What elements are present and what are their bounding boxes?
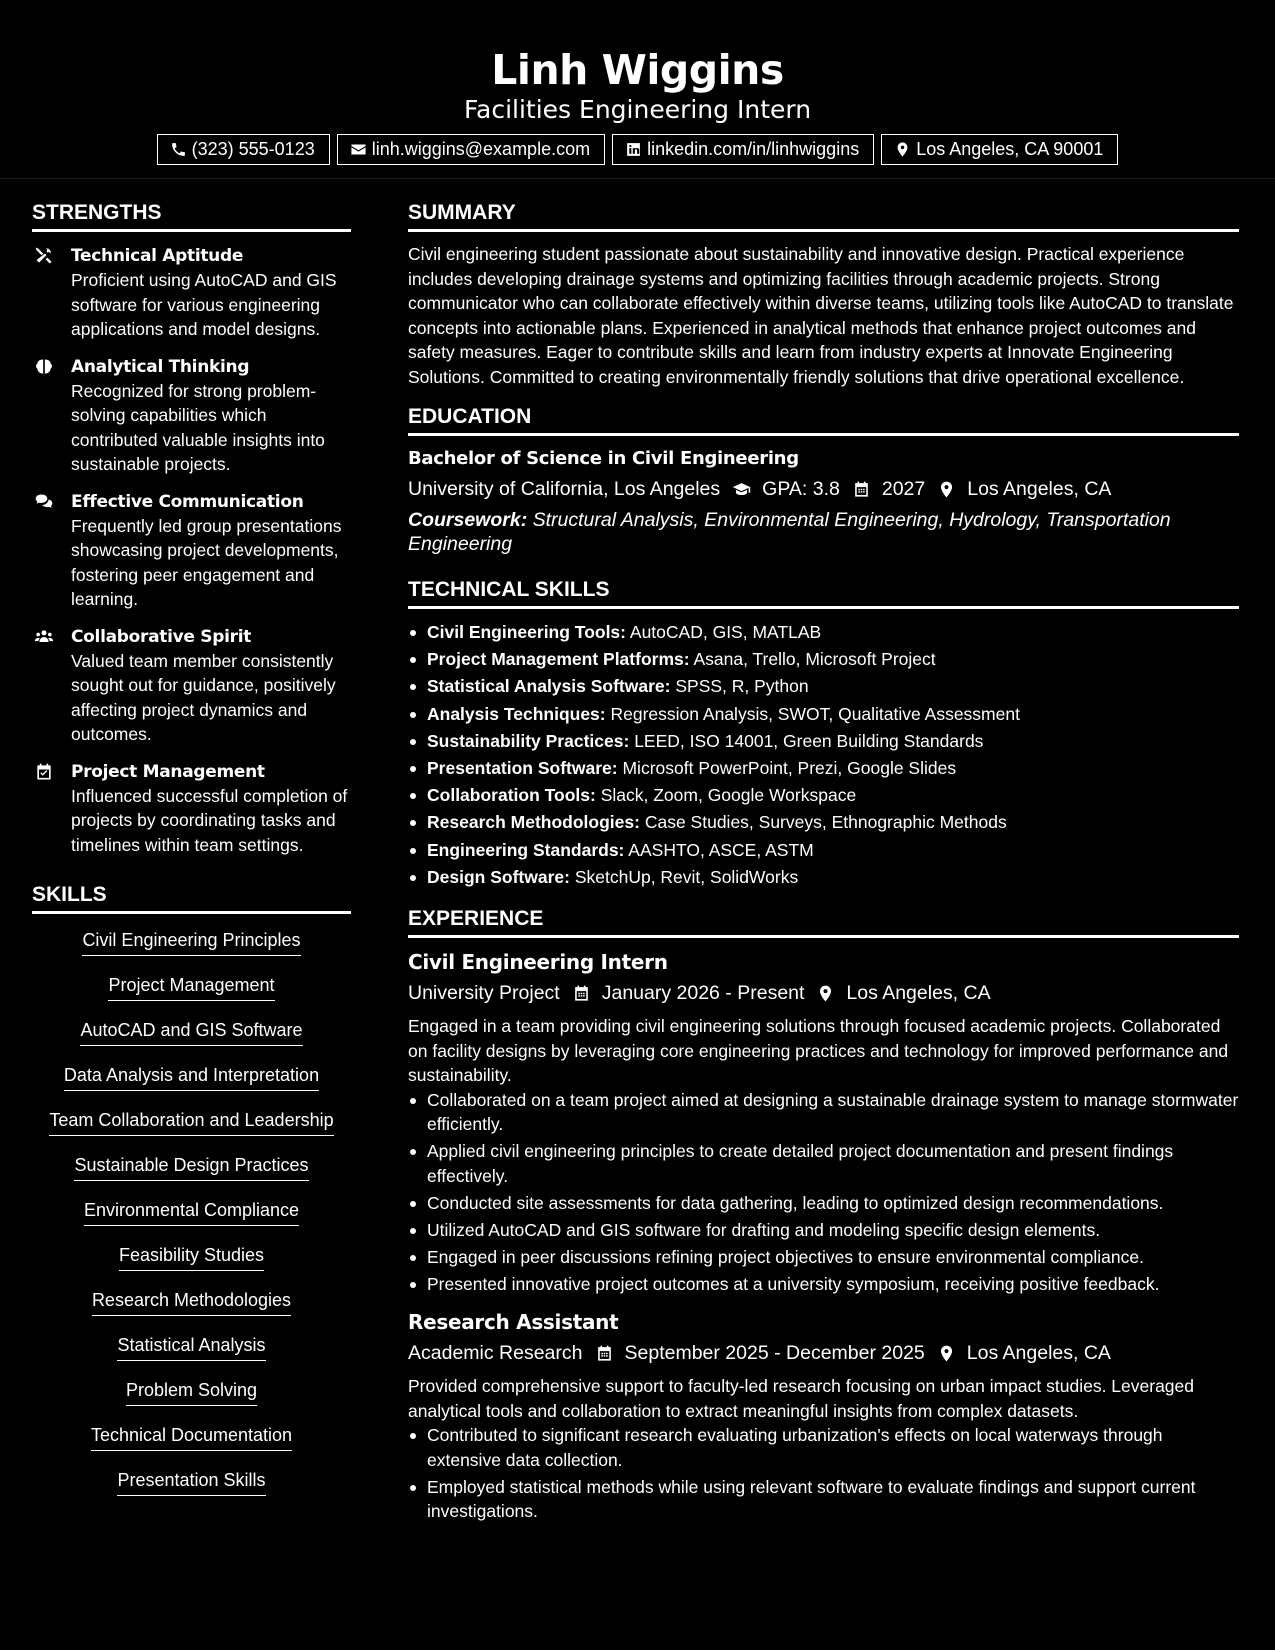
job-bullets — [408, 1088, 1239, 1297]
linkedin-text: linkedin.com/in/linhwiggins — [647, 139, 860, 159]
job-dates: September 2025 - December 2025 — [624, 1342, 925, 1365]
tech-skill-value: Slack, Zoom, Google Workspace — [600, 785, 857, 806]
contact-bar — [0, 134, 1275, 165]
candidate-title: Facilities Engineering Intern — [463, 95, 812, 124]
coursework-list: Structural Analysis, Environmental Engineering, Hydrology, Transportation Engineering — [408, 509, 1171, 555]
list-item — [408, 837, 1239, 864]
tech-skill-label: Engineering Standards: — [427, 839, 625, 860]
job-bullets — [408, 1423, 1239, 1524]
skill-tag: Data Analysis and Interpretation — [64, 1063, 319, 1091]
degree-title: Bachelor of Science in Civil Engineering — [408, 448, 799, 469]
experience-heading: EXPERIENCE — [408, 905, 1239, 938]
list-item — [408, 619, 1239, 646]
map-pin-icon — [937, 1344, 956, 1363]
skill-tag: Sustainable Design Practices — [74, 1153, 308, 1181]
list-item: Conducted site assessments for data gathering, leading to optimized design recommendations. — [408, 1191, 1239, 1216]
strength-desc: Proficient using AutoCAD and GIS software for various engineering applications and model designs. — [71, 270, 337, 339]
email-contact[interactable] — [337, 134, 605, 165]
tech-skill-value: Regression Analysis, SWOT, Qualitative Assessment — [610, 703, 1020, 724]
tools-icon — [34, 246, 54, 266]
list-item — [408, 701, 1239, 728]
list-item: Collaborated on a team project aimed at designing a sustainable drainage system to manage stormwater efficiently. — [408, 1088, 1239, 1137]
list-item — [408, 646, 1239, 673]
tech-skill-label: Design Software: — [427, 866, 570, 887]
strength-item — [32, 760, 351, 858]
tech-skill-value: SPSS, R, Python — [675, 676, 809, 697]
job-meta — [408, 1338, 1239, 1368]
skill-tag: AutoCAD and GIS Software — [80, 1018, 302, 1046]
strength-title: Project Management — [71, 761, 265, 782]
list-item: Engaged in peer discussions refining project objectives to ensure environmental compliance. — [408, 1245, 1239, 1270]
education-heading: EDUCATION — [408, 403, 1239, 436]
list-item — [408, 728, 1239, 755]
skill-tag: Technical Documentation — [91, 1423, 292, 1451]
calendar-icon — [572, 984, 591, 1003]
strength-title: Analytical Thinking — [71, 356, 250, 377]
skill-tag: Project Management — [108, 973, 274, 1001]
strengths-list — [32, 244, 351, 857]
tech-skill-label: Analysis Techniques: — [427, 703, 606, 724]
gpa-text: GPA: 3.8 — [762, 478, 840, 500]
job-meta — [408, 978, 1239, 1008]
skill-tag: Environmental Compliance — [84, 1198, 299, 1226]
list-item: Applied civil engineering principles to create detailed project documentation and present findings effectively. — [408, 1139, 1239, 1188]
phone-text: (323) 555-0123 — [191, 139, 315, 159]
brain-icon — [34, 357, 54, 377]
experience-entry — [408, 1308, 1239, 1524]
users-icon — [34, 627, 54, 647]
skill-tag: Presentation Skills — [117, 1468, 265, 1496]
strength-title: Collaborative Spirit — [71, 626, 252, 647]
job-org: Academic Research — [408, 1342, 583, 1365]
list-item — [408, 782, 1239, 809]
tech-skill-label: Research Methodologies: — [427, 812, 640, 833]
linkedin-contact[interactable] — [612, 134, 874, 165]
summary-text: Civil engineering student passionate about sustainability and innovative design. Practical experience includes developing drainage systems and optimizing facilities through academic projects. Strong communicator who can collaborate effectively within diverse teams, utilizing tools like AutoCAD to translate concepts into actionable plans. Experienced in analytical methods that enhance project outcomes and safety measures. Eager to contribute skills and learn from industry experts at Innovate Engineering Solutions. Committed to creating environmentally friendly solutions that drive operational excellence. — [408, 244, 1234, 387]
list-item: Presented innovative project outcomes at a university symposium, receiving positive feedback. — [408, 1272, 1239, 1297]
strength-desc: Recognized for strong problem-solving capabilities which contributed valuable insights into sustainable projects. — [71, 380, 325, 474]
education-location: Los Angeles, CA — [967, 478, 1112, 500]
envelope-icon — [350, 141, 367, 158]
strength-item — [32, 490, 351, 612]
job-description: Engaged in a team providing civil engineering solutions through focused academic projects. Collaborated on facility designs by leveraging core engineering practices and technology for improved performance and sustainability. — [408, 1016, 1229, 1086]
skill-tag: Statistical Analysis — [117, 1333, 265, 1361]
tech-skill-value: Microsoft PowerPoint, Prezi, Google Slides — [622, 758, 957, 779]
tech-skill-value: LEED, ISO 14001, Green Building Standards — [634, 730, 984, 751]
strength-item — [32, 355, 351, 477]
education-meta — [408, 474, 1239, 504]
skill-tag: Team Collaboration and Leadership — [49, 1108, 333, 1136]
tech-skill-value: SketchUp, Revit, SolidWorks — [574, 866, 799, 887]
tech-skill-label: Presentation Software: — [427, 758, 618, 779]
tech-skill-label: Statistical Analysis Software: — [427, 676, 671, 697]
strength-title: Effective Communication — [71, 491, 304, 512]
job-org: University Project — [408, 982, 560, 1005]
candidate-name: Linh Wiggins — [491, 46, 784, 94]
job-title: Research Assistant — [408, 1310, 619, 1335]
strengths-heading: STRENGTHS — [32, 199, 351, 232]
experience-entry — [408, 948, 1239, 1296]
list-item — [408, 673, 1239, 700]
map-pin-icon — [937, 480, 956, 499]
email-text: linh.wiggins@example.com — [371, 139, 591, 159]
list-item — [408, 809, 1239, 836]
strength-desc: Frequently led group presentations showcasing project developments, fostering peer engagement and learning. — [71, 515, 342, 609]
skill-tag: Research Methodologies — [92, 1288, 291, 1316]
skill-tag: Civil Engineering Principles — [82, 928, 300, 956]
map-pin-icon — [894, 141, 911, 158]
strength-item — [32, 625, 351, 747]
skill-tag: Feasibility Studies — [119, 1243, 264, 1271]
right-column — [408, 199, 1239, 1536]
strength-title: Technical Aptitude — [71, 246, 244, 266]
job-title: Civil Engineering Intern — [408, 950, 668, 975]
linkedin-icon — [625, 141, 642, 158]
tech-skill-value: AASHTO, ASCE, ASTM — [628, 839, 814, 860]
tech-skill-value: Case Studies, Surveys, Ethnographic Methods — [644, 812, 1007, 833]
list-item: Employed statistical methods while using relevant software to evaluate findings and support current investigations. — [408, 1475, 1239, 1524]
skills-list — [32, 928, 351, 1513]
strength-desc: Valued team member consistently sought out for guidance, positively affecting project dynamics and outcomes. — [71, 650, 336, 744]
list-item — [408, 864, 1239, 891]
calendar-check-icon — [34, 762, 54, 782]
calendar-icon — [852, 480, 871, 499]
tech-skill-label: Project Management Platforms: — [427, 649, 690, 670]
job-description: Provided comprehensive support to faculty-led research focusing on urban impact studies. Leveraged analytical tools and collaboration to extract meaningful insights from complex datasets. — [408, 1376, 1194, 1421]
location-text: Los Angeles, CA 90001 — [916, 139, 1104, 159]
technical-skills-list — [408, 619, 1239, 891]
resume-header — [0, 0, 1275, 179]
coursework — [408, 508, 1239, 556]
strength-item — [32, 244, 351, 342]
summary-heading: SUMMARY — [408, 199, 1239, 232]
strength-desc: Influenced successful completion of projects by coordinating tasks and timelines within team settings. — [71, 785, 348, 855]
tech-skill-value: AutoCAD, GIS, MATLAB — [629, 622, 822, 642]
skill-tag: Problem Solving — [126, 1378, 257, 1406]
tech-skill-value: Asana, Trello, Microsoft Project — [693, 649, 936, 670]
map-pin-icon — [816, 984, 835, 1003]
calendar-icon — [595, 1344, 614, 1363]
left-column — [32, 199, 351, 1513]
coursework-label: Coursework: — [408, 509, 528, 531]
phone-contact[interactable] — [157, 134, 330, 165]
job-location: Los Angeles, CA — [846, 982, 991, 1005]
tech-skill-label: Civil Engineering Tools: — [427, 622, 626, 642]
list-item: Utilized AutoCAD and GIS software for drafting and modeling specific design elements. — [408, 1218, 1239, 1243]
graduation-cap-icon — [732, 480, 751, 499]
school-name: University of California, Los Angeles — [408, 478, 721, 500]
tech-skill-label: Collaboration Tools: — [427, 785, 596, 806]
graduation-year: 2027 — [881, 478, 926, 500]
comments-icon — [34, 492, 54, 512]
list-item — [408, 755, 1239, 782]
job-dates: January 2026 - Present — [601, 982, 805, 1005]
list-item: Contributed to significant research evaluating urbanization's effects on local waterways through extensive data collection. — [408, 1423, 1239, 1472]
tech-skill-label: Sustainability Practices: — [427, 730, 630, 751]
technical-skills-heading: TECHNICAL SKILLS — [408, 576, 1239, 609]
job-location: Los Angeles, CA — [966, 1342, 1111, 1365]
skills-heading: SKILLS — [32, 881, 351, 914]
location-contact[interactable] — [881, 134, 1118, 165]
phone-icon — [170, 141, 187, 158]
